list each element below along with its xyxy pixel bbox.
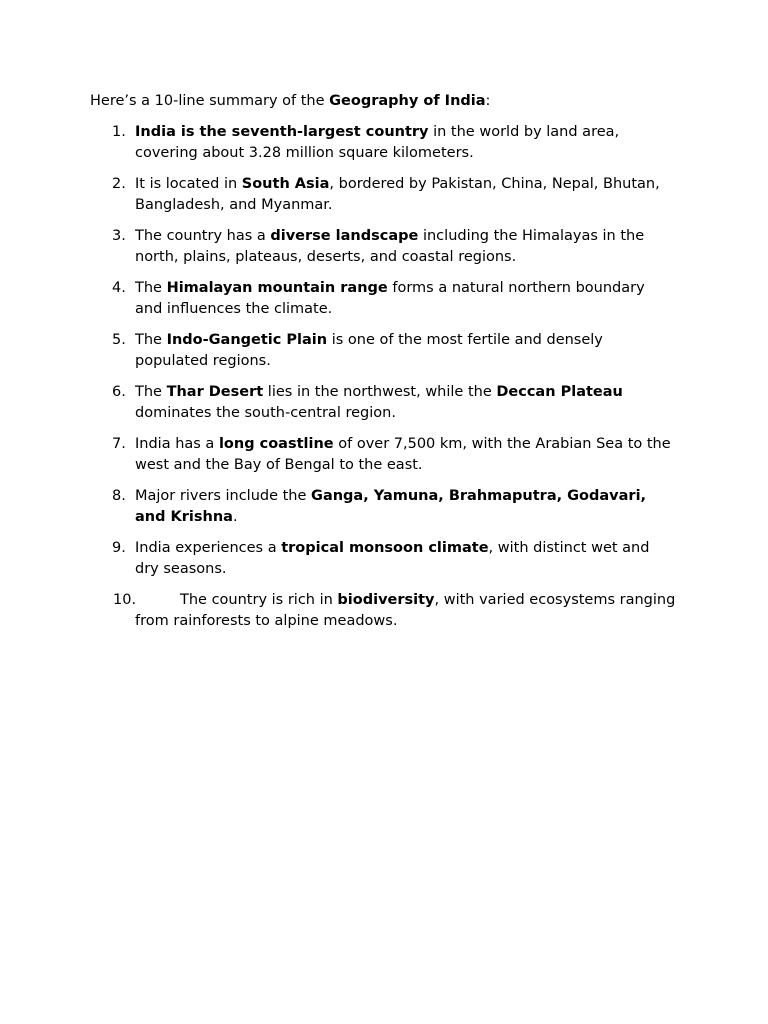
plain-text: including the Himalayas in the north, plains, plateaus, deserts, and coastal regions. xyxy=(135,228,645,265)
intro-suffix: : xyxy=(485,93,491,109)
list-item-number: 6. xyxy=(112,384,126,400)
intro-bold-text: Geography of India xyxy=(329,93,486,109)
bold-text: Thar Desert xyxy=(166,384,264,400)
list-item-number: 8. xyxy=(112,488,126,504)
bold-text: South Asia xyxy=(241,176,330,192)
bold-text: long coastline xyxy=(218,436,334,452)
plain-text: It is located in xyxy=(135,176,242,192)
list-item-number: 2. xyxy=(112,176,126,192)
plain-text: , with varied ecosystems ranging from rainforests to alpine meadows. xyxy=(135,592,676,629)
plain-text: India experiences a xyxy=(135,540,282,556)
list-item-number: 7. xyxy=(112,436,126,452)
plain-text: Major rivers include the xyxy=(135,488,312,504)
list-item-text xyxy=(135,332,603,369)
intro-paragraph xyxy=(90,91,690,112)
plain-text: The country is rich in xyxy=(180,592,338,608)
list-item-text xyxy=(135,176,660,213)
list-item xyxy=(90,330,676,372)
list-item xyxy=(90,538,676,580)
plain-text: India has a xyxy=(135,436,219,452)
plain-text: is one of the most fertile and densely populated regions. xyxy=(135,332,603,369)
summary-list xyxy=(90,122,690,632)
list-item-text xyxy=(135,228,644,265)
plain-text: dominates the south-central region. xyxy=(135,405,396,421)
list-item xyxy=(90,590,676,632)
bold-text: biodiversity xyxy=(337,592,435,608)
bold-text: Ganga, Yamuna, Brahmaputra, Godavari, and Krishna xyxy=(135,488,647,525)
list-item-text xyxy=(135,436,671,473)
bold-text: tropical monsoon climate xyxy=(281,540,489,556)
list-item-number: 9. xyxy=(112,540,126,556)
bold-text: Indo-Gangetic Plain xyxy=(166,332,328,348)
list-item-number: 5. xyxy=(112,332,126,348)
intro-text: Here’s a 10-line summary of the xyxy=(90,93,330,109)
list-item-text xyxy=(135,384,623,421)
list-item-number: 3. xyxy=(112,228,126,244)
list-item-text xyxy=(135,124,619,161)
list-item xyxy=(90,226,676,268)
plain-text: The country has a xyxy=(135,228,271,244)
list-item-number: 1. xyxy=(112,124,126,140)
plain-text: . xyxy=(232,509,238,525)
list-item-text xyxy=(135,540,649,577)
bold-text: Himalayan mountain range xyxy=(166,280,388,296)
list-item-text xyxy=(135,488,646,525)
plain-text: The xyxy=(135,384,167,400)
bold-text: India is the seventh-largest country xyxy=(135,124,429,140)
plain-text: forms a natural northern boundary and influences the climate. xyxy=(135,280,645,317)
plain-text: , with distinct wet and dry seasons. xyxy=(135,540,650,577)
plain-text: lies in the northwest, while the xyxy=(263,384,497,400)
plain-text: , bordered by Pakistan, China, Nepal, Bhutan, Bangladesh, and Myanmar. xyxy=(135,176,660,213)
list-item xyxy=(90,486,676,528)
list-item xyxy=(90,434,676,476)
plain-text: The xyxy=(135,332,167,348)
plain-text: The xyxy=(135,280,167,296)
bold-text: Deccan Plateau xyxy=(496,384,623,400)
list-item xyxy=(90,174,676,216)
list-item xyxy=(90,122,676,164)
plain-text: of over 7,500 km, with the Arabian Sea to the west and the Bay of Bengal to the east. xyxy=(135,436,671,473)
list-item xyxy=(90,382,676,424)
list-item xyxy=(90,278,676,320)
plain-text: in the world by land area, covering about 3.28 million square kilometers. xyxy=(135,124,620,161)
bold-text: diverse landscape xyxy=(270,228,419,244)
list-item-text xyxy=(135,592,675,629)
list-item-number: 10. xyxy=(113,592,137,608)
list-item-number: 4. xyxy=(112,280,126,296)
list-item-text xyxy=(135,280,645,317)
document-body xyxy=(90,91,690,642)
